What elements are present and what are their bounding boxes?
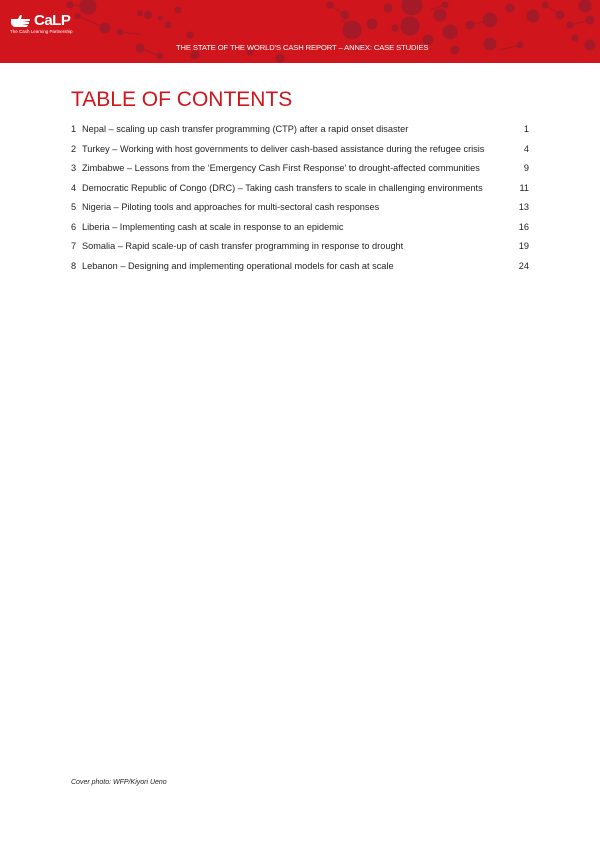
toc-entry-title: Nigeria – Piloting tools and approaches for multi-sectoral cash responses [82, 202, 380, 212]
toc-list [71, 124, 529, 280]
toc-entry[interactable] [71, 183, 529, 203]
logo-wordmark: CaLP [34, 12, 71, 29]
toc-entry[interactable] [71, 222, 529, 242]
toc-entry[interactable] [71, 163, 529, 183]
toc-entry-page: 24 [518, 260, 529, 271]
toc-entry-page: 9 [523, 163, 529, 173]
page-header [0, 0, 600, 63]
toc-entry-title: Zimbabwe – Lessons from the ‘Emergency Cash First Response’ to drought-affected communities [82, 163, 480, 173]
toc-entry-number: 6 [71, 221, 77, 232]
toc-entry-page: 1 [523, 124, 529, 134]
toc-entry-title: Somalia – Rapid scale-up of cash transfer programming in response to drought [82, 241, 404, 251]
report-title: THE STATE OF THE WORLD'S CASH REPORT – ANNEX: CASE STUDIES [176, 43, 429, 52]
cover-photo-credit: Cover photo: WFP/Kiyori Ueno [71, 779, 167, 786]
toc-entry-number: 5 [71, 202, 77, 212]
toc-entry-title: Democratic Republic of Congo (DRC) – Taking cash transfers to scale in challenging environments [82, 182, 483, 193]
toc-entry[interactable] [71, 261, 529, 281]
toc-entry-page: 16 [518, 221, 529, 232]
toc-entry-page: 13 [518, 202, 529, 212]
toc-entry[interactable] [71, 124, 529, 144]
toc-entry-number: 7 [71, 241, 77, 251]
hand-logo-icon [10, 14, 32, 27]
toc-entry-number: 4 [71, 182, 77, 193]
toc-entry-title: Liberia – Implementing cash at scale in response to an epidemic [82, 221, 344, 232]
toc-heading: TABLE OF CONTENTS [71, 88, 293, 111]
toc-entry-number: 3 [71, 163, 77, 173]
toc-entry-title: Lebanon – Designing and implementing operational models for cash at scale [82, 260, 394, 271]
toc-entry[interactable] [71, 241, 529, 261]
toc-entry-page: 19 [518, 241, 529, 251]
molecule-pattern-decoration [0, 0, 600, 63]
toc-entry-number: 8 [71, 260, 77, 271]
toc-entry[interactable] [71, 144, 529, 164]
toc-entry-number: 2 [71, 143, 77, 154]
toc-entry-page: 11 [519, 182, 529, 193]
toc-entry-title: Nepal – scaling up cash transfer programming (CTP) after a rapid onset disaster [82, 124, 409, 134]
toc-entry-number: 1 [71, 124, 77, 134]
toc-entry-title: Turkey – Working with host governments to deliver cash-based assistance during the refugee crisis [82, 143, 485, 154]
toc-entry-page: 4 [523, 143, 529, 154]
toc-entry[interactable] [71, 202, 529, 222]
logo-tagline: The Cash Learning Partnership [10, 29, 73, 34]
